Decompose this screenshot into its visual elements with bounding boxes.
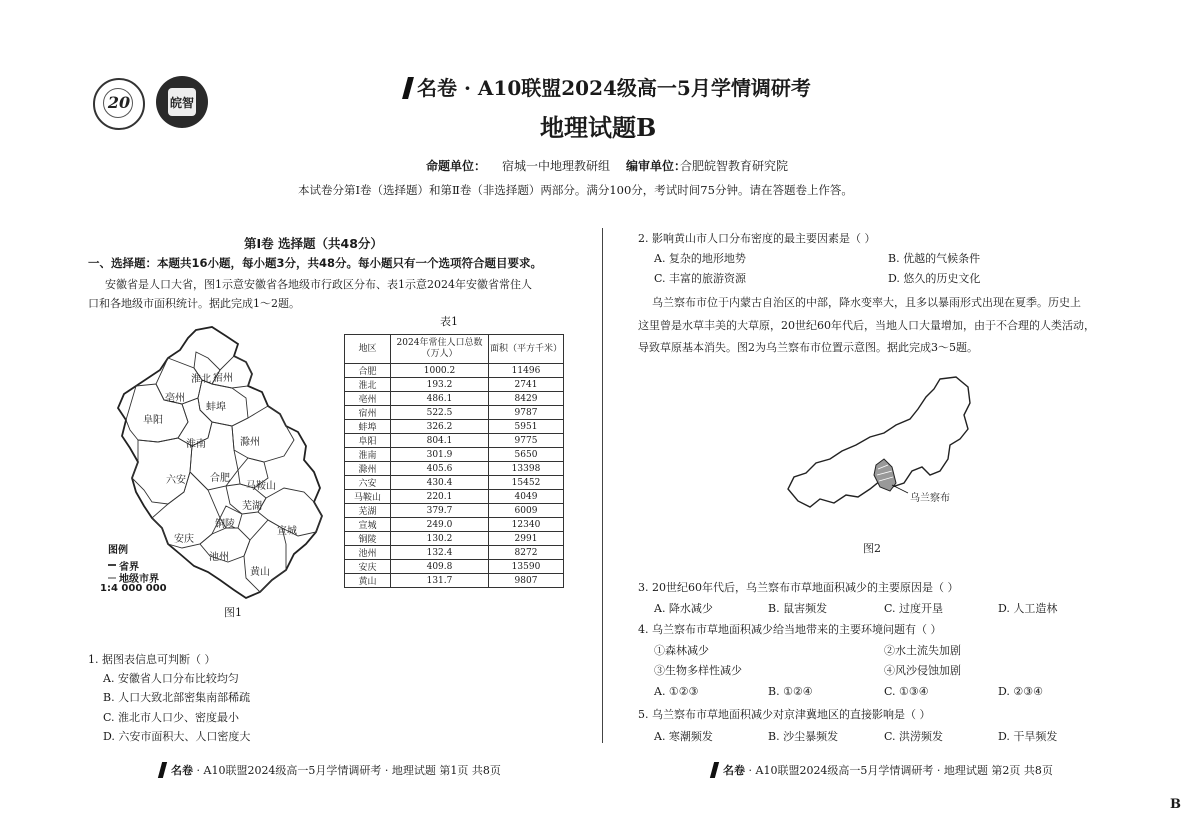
map-label-fuyang: 阜阳 — [143, 415, 163, 426]
school-logo — [93, 78, 145, 130]
table-cell: 6009 — [489, 504, 564, 518]
table-cell: 池州 — [345, 546, 391, 560]
table-cell: 486.1 — [391, 392, 489, 406]
table-cell: 六安 — [345, 476, 391, 490]
question-2-stem: 2. 影响黄山市人口分布密度的最主要因素是（ ） — [638, 232, 876, 245]
footer-right-text: A10联盟2024级高一5月学情调研考 · 地理试题 第2页 共8页 — [755, 764, 1053, 777]
map-label-xuancheng: 宣城 — [277, 526, 297, 537]
question-2-option-d: D. 悠久的历史文化 — [888, 272, 981, 285]
question-4-stem: 4. 乌兰察布市草地面积减少给当地带来的主要环境问题有（ ） — [638, 623, 942, 636]
passage-line: 安徽省是人口大省，图1示意安徽省各地级市行政区分布、表1示意2024年安徽省常住人 — [105, 278, 532, 291]
inner-mongolia-map — [780, 375, 980, 515]
table-cell: 宣城 — [345, 518, 391, 532]
question-1-stem: 1. 据图表信息可判断（ ） — [88, 653, 216, 666]
table-row — [345, 532, 564, 546]
map-label-anqing: 安庆 — [174, 534, 194, 545]
map-label-tongling: 铜陵 — [215, 519, 235, 530]
footer-brand: 名卷 — [723, 764, 745, 777]
question-5-option-a: A. 寒潮频发 — [654, 730, 713, 743]
question-1-option-a: A. 安徽省人口分布比较均匀 — [103, 672, 239, 685]
subject-title: 地理试题B — [540, 113, 657, 142]
question-4-option-d: D. ②③④ — [998, 685, 1044, 698]
map-label-huangshan: 黄山 — [250, 567, 270, 578]
footer-right: 名卷 · A10联盟2024级高一5月学情调研考 · 地理试题 第2页 共8页 — [712, 762, 1053, 778]
map-label-hefei: 合肥 — [210, 473, 230, 484]
table-header-row — [345, 335, 564, 364]
section-title: 第Ⅰ卷 选择题（共48分） — [244, 236, 383, 251]
table-cell: 379.7 — [391, 504, 489, 518]
table-row — [345, 434, 564, 448]
table-cell: 193.2 — [391, 378, 489, 392]
credit-left-value: 宿城一中地理教研组 — [502, 159, 611, 173]
figure-2-caption: 图2 — [863, 542, 881, 555]
table-cell: 阜阳 — [345, 434, 391, 448]
passage-line: 乌兰察布市位于内蒙古自治区的中部，降水变率大，且多以暴雨形式出现在夏季。历史上 — [652, 296, 1081, 309]
question-4-item-1: ①森林减少 — [654, 644, 709, 657]
table-cell: 9775 — [489, 434, 564, 448]
population-table — [344, 334, 564, 588]
table-cell: 滁州 — [345, 462, 391, 476]
table-row — [345, 448, 564, 462]
table-header-cell: 地区 — [345, 335, 391, 364]
question-5-option-d: D. 干旱频发 — [998, 730, 1058, 743]
map-scale: 1:4 000 000 — [100, 583, 167, 594]
legend-province: 省界 — [119, 562, 139, 573]
table-cell: 安庆 — [345, 560, 391, 574]
question-3-option-c: C. 过度开垦 — [884, 602, 944, 615]
map-label-ulanqab: 乌兰察布 — [910, 493, 950, 504]
exam-intro: 本试卷分第Ⅰ卷（选择题）和第Ⅱ卷（非选择题）两部分。满分100分，考试时间75分钟。请在答题卷上作答。 — [298, 183, 853, 197]
map-label-bozhou: 亳州 — [165, 393, 185, 404]
table-cell: 8429 — [489, 392, 564, 406]
exam-title-text: A10联盟2024级高一5月学情调研考 — [477, 76, 811, 100]
passage-line: 这里曾是水草丰美的大草原，20世纪60年代后，当地人口大量增加，由于不合理的人类活动， — [638, 319, 1095, 332]
section-instruction: 一、选择题：本题共16小题，每小题3分，共48分。每小题只有一个选项符合题目要求。 — [88, 256, 543, 270]
publisher-logo-text: 皖智 — [169, 96, 194, 110]
table-row — [345, 420, 564, 434]
table-cell: 131.7 — [391, 574, 489, 588]
table-cell: 9807 — [489, 574, 564, 588]
table-cell: 522.5 — [391, 406, 489, 420]
table-row — [345, 462, 564, 476]
table-cell: 4049 — [489, 490, 564, 504]
table-cell: 2741 — [489, 378, 564, 392]
table-cell: 132.4 — [391, 546, 489, 560]
table-cell: 220.1 — [391, 490, 489, 504]
map-label-wuhu: 芜湖 — [242, 501, 262, 512]
table-row — [345, 490, 564, 504]
table-cell: 亳州 — [345, 392, 391, 406]
table-row — [345, 392, 564, 406]
table-cell: 黄山 — [345, 574, 391, 588]
table-header-cell: 面积（平方千米） — [489, 335, 564, 364]
table-cell: 405.6 — [391, 462, 489, 476]
table-1-title: 表1 — [440, 315, 458, 328]
table-cell: 804.1 — [391, 434, 489, 448]
anhui-map — [108, 322, 333, 612]
table-cell: 淮北 — [345, 378, 391, 392]
question-4-option-c: C. ①③④ — [884, 685, 929, 698]
table-row — [345, 518, 564, 532]
figure-1-caption: 图1 — [224, 606, 242, 619]
credit-right-value: 合肥皖智教育研究院 — [680, 159, 789, 173]
exam-title: 名卷 · A10联盟2024级高一5月学情调研考 — [405, 72, 811, 101]
paper-version-mark: B — [1170, 797, 1181, 812]
table-row — [345, 364, 564, 378]
table-cell: 淮南 — [345, 448, 391, 462]
table-row — [345, 476, 564, 490]
question-5-stem: 5. 乌兰察布市草地面积减少对京津冀地区的直接影响是（ ） — [638, 708, 931, 721]
table-cell: 130.2 — [391, 532, 489, 546]
table-cell: 12340 — [489, 518, 564, 532]
region-outline — [788, 377, 970, 507]
label-leader-line — [892, 485, 908, 493]
column-divider — [602, 228, 603, 743]
map-label-huaibei: 淮北 — [191, 374, 211, 385]
brand-mark-icon — [158, 762, 167, 778]
map-label-huainan: 淮南 — [186, 439, 206, 450]
table-cell: 2991 — [489, 532, 564, 546]
question-4-item-2: ②水土流失加剧 — [884, 644, 961, 657]
map-label-maanshan: 马鞍山 — [246, 481, 276, 492]
table-row — [345, 406, 564, 420]
question-2-option-a: A. 复杂的地形地势 — [654, 252, 746, 265]
table-cell: 1000.2 — [391, 364, 489, 378]
table-cell: 13590 — [489, 560, 564, 574]
footer-brand: 名卷 — [171, 764, 193, 777]
table-cell: 芜湖 — [345, 504, 391, 518]
school-logo-text: 20 — [107, 93, 131, 112]
map-label-suzhou: 宿州 — [213, 373, 233, 384]
table-cell: 宿州 — [345, 406, 391, 420]
question-4-option-a: A. ①②③ — [654, 685, 699, 698]
question-3-option-d: D. 人工造林 — [998, 602, 1058, 615]
table-cell: 326.2 — [391, 420, 489, 434]
table-cell: 5650 — [489, 448, 564, 462]
question-2-option-c: C. 丰富的旅游资源 — [654, 272, 747, 285]
table-cell: 15452 — [489, 476, 564, 490]
table-cell: 249.0 — [391, 518, 489, 532]
question-2-option-b: B. 优越的气候条件 — [888, 252, 981, 265]
brand-name: 名卷 — [417, 76, 457, 100]
table-cell: 11496 — [489, 364, 564, 378]
table-row — [345, 378, 564, 392]
legend-title: 图例 — [108, 545, 128, 556]
map-label-chizhou: 池州 — [209, 552, 229, 563]
footer-left: 名卷 · A10联盟2024级高一5月学情调研考 · 地理试题 第1页 共8页 — [160, 762, 501, 778]
legend-city: 地级市界 — [119, 574, 159, 585]
question-4-item-3: ③生物多样性减少 — [654, 664, 742, 677]
table-cell: 9787 — [489, 406, 564, 420]
table-cell: 430.4 — [391, 476, 489, 490]
credit-left-label: 命题单位： — [426, 159, 487, 173]
table-row — [345, 574, 564, 588]
question-4-option-b: B. ①②④ — [768, 685, 813, 698]
table-cell: 马鞍山 — [345, 490, 391, 504]
question-1-option-c: C. 淮北市人口少、密度最小 — [103, 711, 240, 724]
passage-line: 导致草原基本消失。图2为乌兰察布市位置示意图。据此完成3～5题。 — [638, 341, 978, 354]
table-cell: 13398 — [489, 462, 564, 476]
table-cell: 蚌埠 — [345, 420, 391, 434]
map-label-chuzhou: 滁州 — [240, 437, 260, 448]
passage-line: 口和各地级市面积统计。据此完成1～2题。 — [88, 297, 300, 310]
map-label-liuan: 六安 — [166, 475, 186, 486]
question-5-option-b: B. 沙尘暴频发 — [768, 730, 839, 743]
question-3-option-b: B. 鼠害频发 — [768, 602, 828, 615]
table-cell: 301.9 — [391, 448, 489, 462]
publisher-logo — [156, 76, 208, 128]
table-cell: 5951 — [489, 420, 564, 434]
question-3-stem: 3. 20世纪60年代后，乌兰察布市草地面积减少的主要原因是（ ） — [638, 581, 959, 594]
question-1-option-d: D. 六安市面积大、人口密度大 — [103, 730, 251, 743]
table-cell: 409.8 — [391, 560, 489, 574]
table-header-cell: 2024年常住人口总数（万人） — [391, 335, 489, 364]
table-row — [345, 560, 564, 574]
question-1-option-b: B. 人口大致北部密集南部稀疏 — [103, 691, 251, 704]
question-4-item-4: ④风沙侵蚀加剧 — [884, 664, 961, 677]
question-3-option-a: A. 降水减少 — [654, 602, 713, 615]
table-row — [345, 546, 564, 560]
brand-mark-icon — [710, 762, 719, 778]
table-cell: 铜陵 — [345, 532, 391, 546]
table-cell: 8272 — [489, 546, 564, 560]
table-row — [345, 504, 564, 518]
map-label-bengbu: 蚌埠 — [206, 402, 226, 413]
table-cell: 合肥 — [345, 364, 391, 378]
credit-right-label: 编审单位： — [626, 159, 687, 173]
footer-left-text: A10联盟2024级高一5月学情调研考 · 地理试题 第1页 共8页 — [203, 764, 501, 777]
brand-mark-icon — [402, 77, 414, 99]
question-5-option-c: C. 洪涝频发 — [884, 730, 944, 743]
